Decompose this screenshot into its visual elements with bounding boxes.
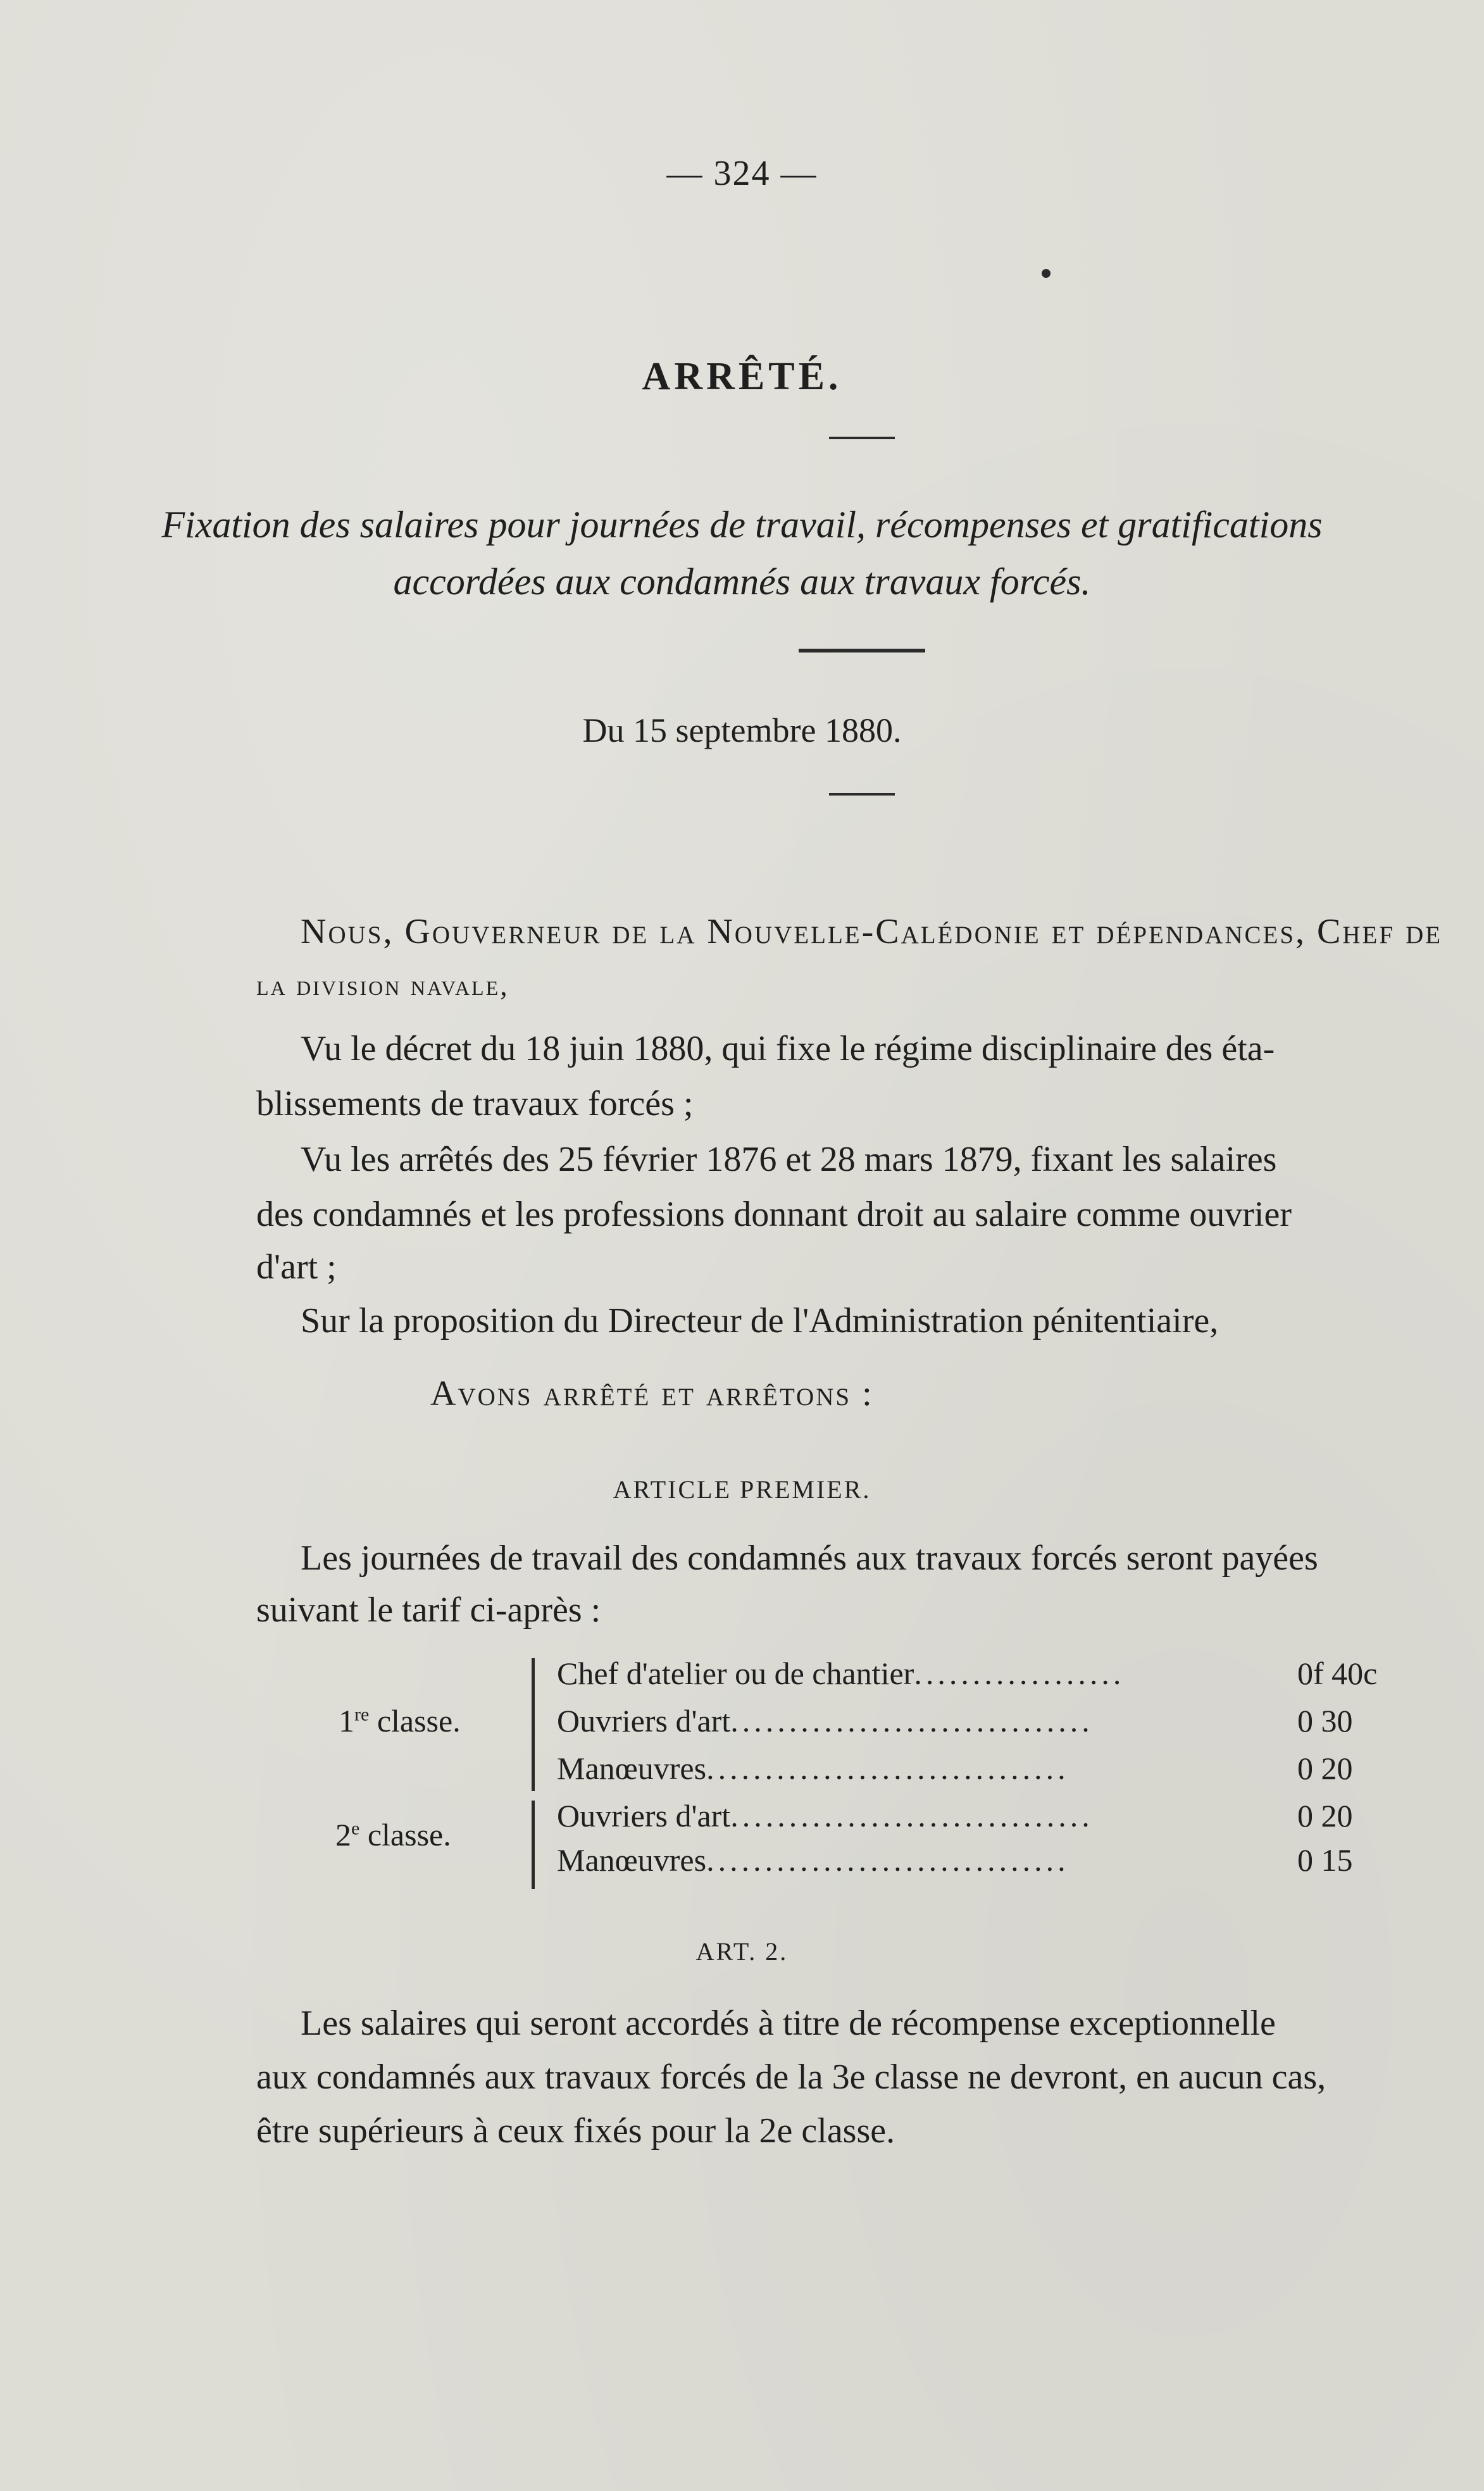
article-2-line-3: être supérieurs à ceux fixés pour la 2e classe.	[256, 2111, 895, 2151]
document-title: ARRÊTÉ.	[642, 355, 842, 398]
tarif-price: 0 15	[1297, 1842, 1353, 1878]
title-rule	[829, 437, 895, 439]
vu-arretes-line-1: Vu les arrêtés des 25 février 1876 et 28 mars 1879, fixant les salaires	[301, 1140, 1277, 1179]
document-date: Du 15 septembre 1880.	[582, 711, 902, 749]
tarif-price: 0 20	[1297, 1751, 1353, 1786]
avons-arrete: Avons arrêté et arrêtons :	[430, 1374, 874, 1413]
vu-arretes-line-2: des condamnés et les professions donnant droit au salaire comme ouvrier	[256, 1195, 1292, 1234]
article-1-line-2: suivant le tarif ci-après :	[256, 1590, 601, 1630]
vu-decret-line-2: blissements de travaux forcés ;	[256, 1084, 694, 1123]
subtitle-line-1: Fixation des salaires pour journées de travail, récompenses et gratifications	[161, 504, 1323, 546]
article-2-line-2: aux condamnés aux travaux forcés de la 3e classe ne devront, en aucun cas,	[256, 2057, 1326, 2097]
tarif-row: Manœuvres...............................	[557, 1751, 1069, 1786]
tarif-row: Ouvriers d'art...............................	[557, 1703, 1094, 1739]
tarif-price: 0 20	[1297, 1798, 1353, 1833]
tarif-row: Chef d'atelier ou de chantier..................	[557, 1656, 1125, 1691]
tarif-row: Manœuvres...............................	[557, 1842, 1069, 1878]
tarif-price: 0 30	[1297, 1703, 1353, 1739]
article-premier-heading: ARTICLE PREMIER.	[613, 1475, 871, 1504]
date-rule	[829, 793, 895, 796]
preamble-line-2: la division navale,	[256, 969, 509, 1001]
article-2-heading: ART. 2.	[695, 1937, 789, 1966]
subtitle-rule	[799, 649, 925, 652]
preamble-line-1: Nous, Gouverneur de la Nouvelle-Calédonie et dépendances, Chef de	[301, 912, 1443, 951]
article-1-line-1: Les journées de travail des condamnés aux travaux forcés seront payées	[301, 1539, 1318, 1578]
subtitle-line-2: accordées aux condamnés aux travaux forcés.	[393, 561, 1091, 602]
class-1-label: 1re classe.	[339, 1703, 461, 1739]
class-2-label: 2e classe.	[335, 1817, 451, 1852]
article-2-line-1: Les salaires qui seront accordés à titre de récompense exceptionnelle	[301, 2004, 1276, 2043]
sur-proposition: Sur la proposition du Directeur de l'Administration pénitentiaire,	[301, 1301, 1219, 1340]
tarif-row: Ouvriers d'art...............................	[557, 1798, 1094, 1833]
class-1-brace	[532, 1658, 535, 1791]
vu-arretes-line-3: d'art ;	[256, 1247, 337, 1287]
class-2-brace	[532, 1801, 535, 1889]
vu-decret-line-1: Vu le décret du 18 juin 1880, qui fixe le régime disciplinaire des éta-	[301, 1029, 1275, 1068]
page-number: — 324 —	[666, 154, 818, 193]
ornament-dot	[1042, 269, 1051, 278]
tarif-price: 0f 40c	[1297, 1656, 1378, 1691]
